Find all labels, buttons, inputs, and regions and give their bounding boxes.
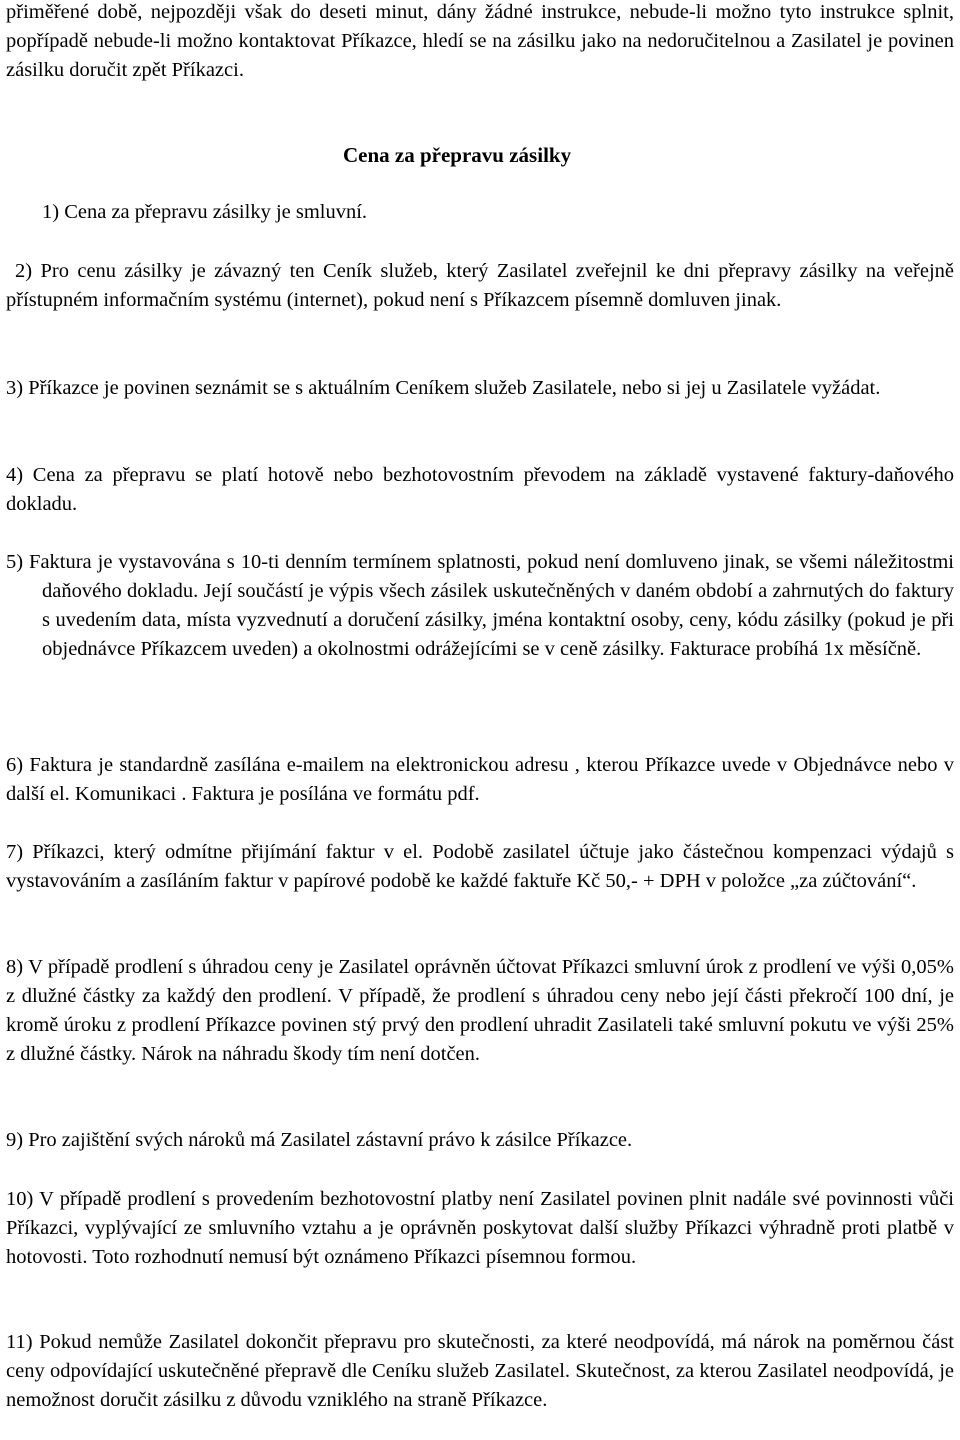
clause-2: 2) Pro cenu zásilky je závazný ten Ceník služeb, který Zasilatel zveřejnil ke dni přepravy zásilky na veřejně přístupném informačním systému (internet), pokud není s Příkazcem písemně domluven jinak.	[6, 260, 954, 311]
clause-11: 11) Pokud nemůže Zasilatel dokončit přepravu pro skutečnosti, za které neodpovídá, má nárok na poměrnou část ceny odpovídající uskutečněné přepravě dle Ceníku služeb Zasilatel. Skutečnost, za kterou Zasilatel neodpovídá, je nemožnost doručit zásilku z důvodu vzniklého na straně Příkazce.	[6, 1331, 954, 1411]
clause-9: 9) Pro zajištění svých nároků má Zasilatel zástavní právo k zásilce Příkazce.	[6, 1129, 633, 1151]
clause-10: 10) V případě prodlení s provedením bezhotovostní platby není Zasilatel povinen plnit nadále své povinnosti vůči Příkazci, vyplývající ze smluvního vztahu a je oprávněn poskytovat další služby Příkazci výhradně proti platbě v hotovosti. Toto rozhodnutí nemusí být oznámeno Příkazci písemnou formou.	[6, 1188, 954, 1268]
clause-7: 7) Příkazci, který odmítne přijímání faktur v el. Podobě zasilatel účtuje jako částečnou kompenzaci výdajů s vystavováním a zasíláním faktur v papírové podobě ke každé faktuře Kč 50,- + DPH v položce „za zúčtování“.	[6, 841, 954, 892]
clause-1: 1) Cena za přepravu zásilky je smluvní.	[42, 201, 368, 223]
section-title: Cena za přepravu zásilky	[343, 143, 572, 167]
intro-paragraph: přiměřené době, nejpozději však do deseti minut, dány žádné instrukce, nebude-li možno tyto instrukce splnit, popřípadě nebude-li možno kontaktovat Příkazce, hledí se na zásilku jako na nedoručitelnou a Zasilatel je povinen zásilku doručit zpět Příkazci.	[6, 1, 954, 81]
clause-5: 5) Faktura je vystavována s 10-ti denním termínem splatnosti, pokud není domluveno jinak, se všemi náležitostmi daňového dokladu. Její součástí je výpis všech zásilek uskutečněných v daném období a zahrnutých do faktury s uvedením data, místa vyzvednutí a doručení zásilky, jména kontaktní osoby, ceny, kódu zásilky (pokud je při objednávce Příkazcem uveden) a okolnostmi odrážejícími se v ceně zásilky. Fakturace probíhá 1x měsíčně.	[6, 551, 954, 660]
clause-6: 6) Faktura je standardně zasílána e-mailem na elektronickou adresu , kterou Příkazce uvede v Objednávce nebo v další el. Komunikaci . Faktura je posílána ve formátu pdf.	[6, 754, 954, 805]
clause-8: 8) V případě prodlení s úhradou ceny je Zasilatel oprávněn účtovat Příkazci smluvní úrok z prodlení ve výši 0,05% z dlužné částky za každý den prodlení. V případě, že prodlení s úhradou ceny nebo její části překročí 100 dní, je kromě úroku z prodlení Příkazce povinen stý prvý den prodlení uhradit Zasilateli také smluvní pokutu ve výši 25% z dlužné částky. Nárok na náhradu škody tím není dotčen.	[6, 956, 954, 1065]
clause-4: 4) Cena za přepravu se platí hotově nebo bezhotovostním převodem na základě vystavené faktury-daňového dokladu.	[6, 464, 954, 515]
clause-3: 3) Příkazce je povinen seznámit se s aktuálním Ceníkem služeb Zasilatele, nebo si jej u Zasilatele vyžádat.	[6, 377, 881, 399]
